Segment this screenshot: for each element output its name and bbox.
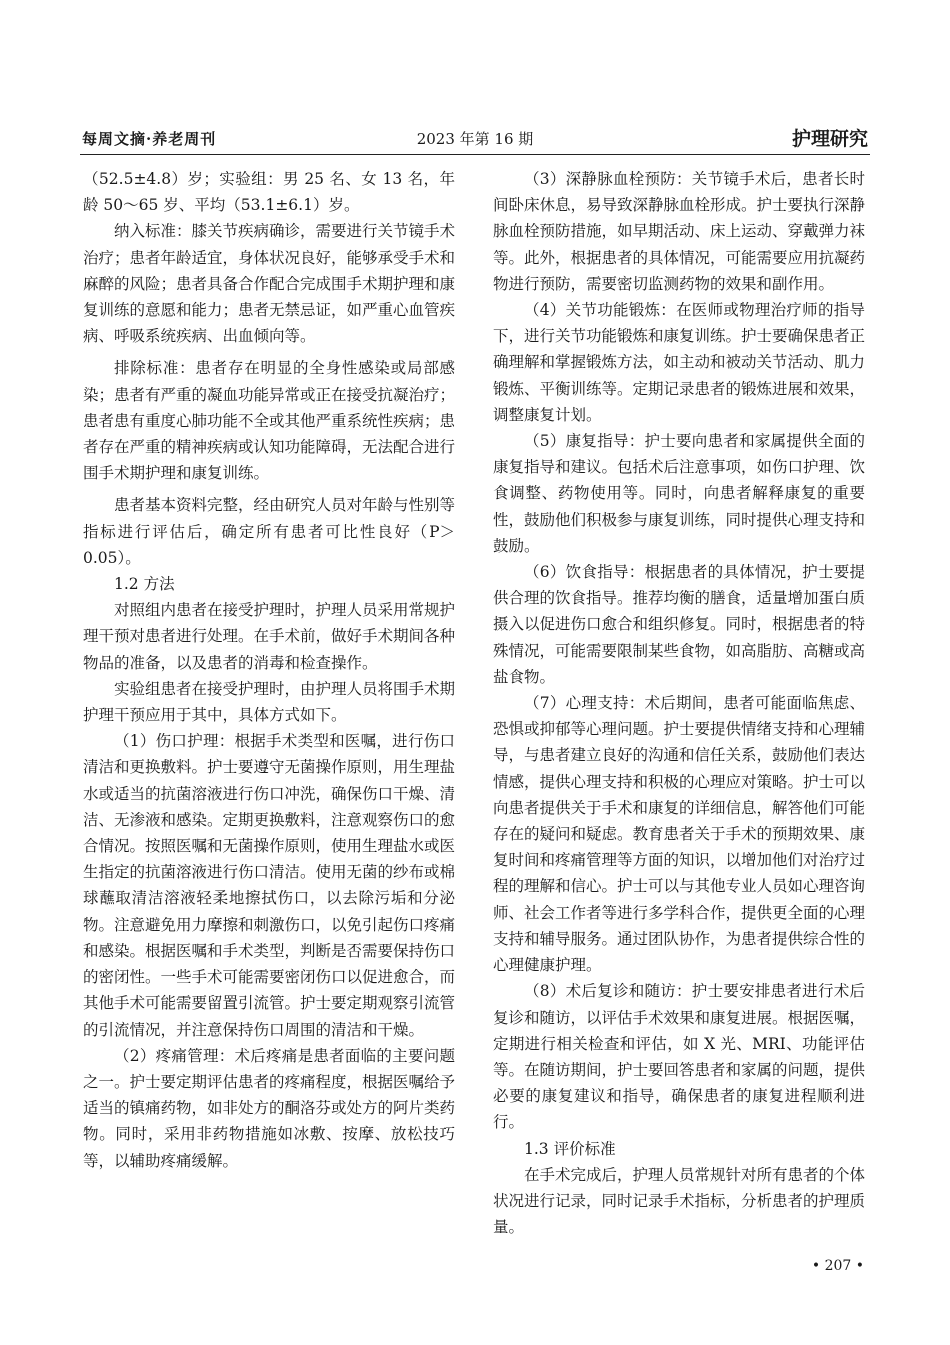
page-header [80, 122, 870, 154]
issue-label: 2023 年第 16 期 [416, 130, 534, 148]
paragraph: （6）饮食指导：根据患者的具体情况，护士要提供合理的饮食指导。推荐均衡的膳食，适量增加蛋白质摄入以促进伤口愈合和组织修复。同时，根据患者的特殊情况，可能需要限制某些食物，如高脂肪、高糖或高盐食物。 [493, 563, 866, 686]
paragraph: 排除标准：患者存在明显的全身性感染或局部感染；患者有严重的凝血功能异常或正在接受抗凝治疗；患者患有重度心肺功能不全或其他严重系统性疾病；患者存在严重的精神疾病或认知功能障碍，无法配合进行围手术期护理和康复训练。 [83, 359, 456, 483]
header-rule [80, 154, 870, 155]
paragraph: （7）心理支持：术后期间，患者可能面临焦虑、恐惧或抑郁等心理问题。护士要提供情绪支持和心理辅导，与患者建立良好的沟通和信任关系，鼓励他们表达情感，提供心理支持和积极的心理应对策略。护士可以向患者提供关于手术和康复的详细信息，解答他们可能存在的疑问和疑虑。教育患者关于手术的预期效果、康复时间和疼痛管理等方面的知识，以增加他们对治疗过程的理解和信心。护士可以与其他专业人员如心理咨询师、社会工作者等进行多学科合作，提供更全面的心理支持和辅导服务。通过团队协作，为患者提供综合性的心理健康护理。 [493, 694, 866, 975]
paragraph: 纳入标准：膝关节疾病确诊，需要进行关节镜手术治疗；患者年龄适宜，身体状况良好，能够承受手术和麻醉的风险；患者具备合作配合完成围手术期护理和康复训练的意愿和能力；患者无禁忌证，如严重心血管疾病、呼吸系统疾病、出血倾向等。 [83, 222, 456, 346]
section-heading: 1.3 评价标准 [524, 1139, 616, 1158]
left-column [83, 166, 455, 1174]
paragraph: （3）深静脉血栓预防：关节镜手术后，患者长时间卧床休息，易导致深静脉血栓形成。护士要执行深静脉血栓预防措施，如早期活动、床上运动、穿戴弹力袜等。此外，根据患者的具体情况，可能需要应用抗凝药物进行预防，需要密切监测药物的效果和副作用。 [493, 170, 866, 293]
paragraph: （52.5±4.8）岁；实验组：男 25 名、女 13 名，年龄 50～65 岁、平均（53.1±6.1）岁。 [83, 170, 455, 215]
paragraph: （4）关节功能锻炼：在医师或物理治疗师的指导下，进行关节功能锻炼和康复训练。护士要确保患者正确理解和掌握锻炼方法，如主动和被动关节活动、肌力锻炼、平衡训练等。定期记录患者的锻炼进展和效果，调整康复计划。 [493, 301, 866, 424]
paragraph: （1）伤口护理：根据手术类型和医嘱，进行伤口清洁和更换敷料。护士要遵守无菌操作原则，用生理盐水或适当的抗菌溶液进行伤口冲洗，确保伤口干燥、清洁、无渗液和感染。定期更换敷料，注意观察伤口的愈合情况。按照医嘱和无菌操作原则，使用生理盐水或医生指定的抗菌溶液进行伤口清洁。使用无菌的纱布或棉球蘸取清洁溶液轻柔地擦拭伤口，以去除污垢和分泌物。注意避免用力摩擦和刺激伤口，以免引起伤口疼痛和感染。根据医嘱和手术类型，判断是否需要保持伤口的密闭性。一些手术可能需要密闭伤口以促进愈合，而其他手术可能需要留置引流管。护士要定期观察引流管的引流情况，并注意保持伤口周围的清洁和干燥。 [83, 732, 456, 1039]
page-number: • 207 • [811, 1258, 864, 1274]
right-column [493, 166, 865, 1240]
paragraph: 实验组患者在接受护理时，由护理人员将围手术期护理干预应用于其中，具体方式如下。 [83, 679, 456, 725]
paragraph: 患者基本资料完整，经由研究人员对年龄与性别等指标进行评估后，确定所有患者可比性良好（P＞0.05）。 [83, 496, 456, 567]
paragraph: （8）术后复诊和随访：护士要安排患者进行术后复诊和随访，以评估手术效果和康复进展。根据医嘱，定期进行相关检查和评估，如 X 光、MRI、功能评估等。在随访期间，护士要回答患者和家属的问题，提供必要的康复建议和指导，确保患者的康复进程顺利进行。 [493, 982, 866, 1132]
paragraph: （2）疼痛管理：术后疼痛是患者面临的主要问题之一。护士要定期评估患者的疼痛程度，根据医嘱给予适当的镇痛药物，如非处方的酮洛芬或处方的阿片类药物。同时，采用非药物措施如冰敷、按摩、放松技巧等，以辅助疼痛缓解。 [83, 1046, 456, 1170]
section-title: 护理研究 [791, 128, 868, 150]
paragraph: 在手术完成后，护理人员常规针对所有患者的个体状况进行记录，同时记录手术指标，分析患者的护理质量。 [493, 1165, 866, 1237]
journal-name: 每周文摘·养老周刊 [82, 130, 217, 148]
section-heading: 1.2 方法 [114, 575, 175, 594]
paragraph: （5）康复指导：护士要向患者和家属提供全面的康复指导和建议。包括术后注意事项，如伤口护理、饮食调整、药物使用等。同时，向患者解释康复的重要性，鼓励他们积极参与康复训练，同时提供心理支持和鼓励。 [493, 432, 866, 555]
paragraph: 对照组内患者在接受护理时，护理人员采用常规护理干预对患者进行处理。在手术前，做好手术期间各种物品的准备，以及患者的消毒和检查操作。 [83, 601, 456, 672]
